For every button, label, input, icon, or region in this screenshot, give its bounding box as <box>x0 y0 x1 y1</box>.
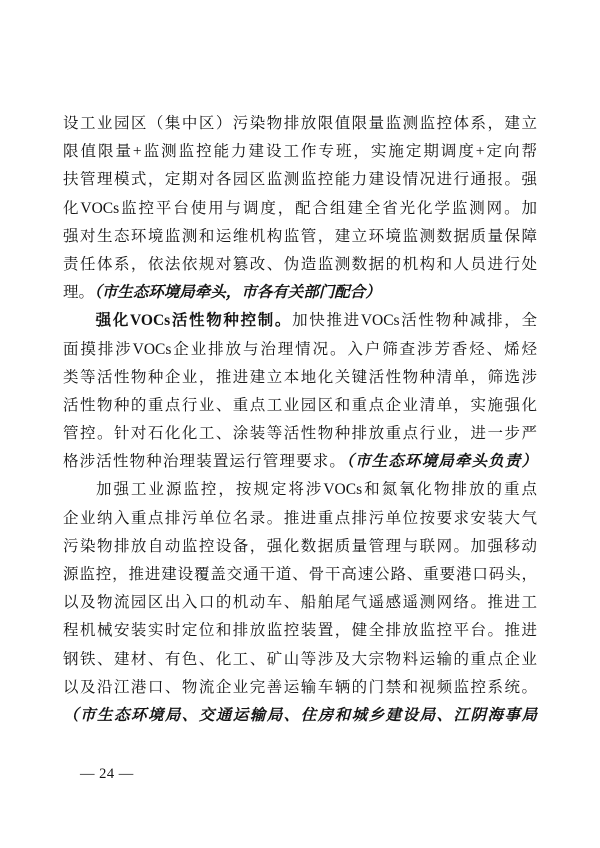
text-line-p1-l4 <box>63 195 537 223</box>
text-line-p3-l4 <box>63 561 537 589</box>
text-line-p2-l3 <box>63 364 537 392</box>
text-line-p3-l8 <box>63 674 537 702</box>
text-segment-regular: 以及物流园区出入口的机动车、船舶尾气遥感遥测网络。推进工 <box>63 594 537 612</box>
text-segment-kaiti: （市生态环境局、交通运输局、住房和城乡建设局、江阴海事局 <box>63 706 537 724</box>
text-block <box>63 110 537 730</box>
text-line-p2-l1 <box>63 307 537 335</box>
text-segment-regular: 理。 <box>63 284 95 302</box>
text-line-p3-l7 <box>63 646 537 674</box>
text-segment-kaiti: （市生态环境局牵头，市各有关部门配合） <box>94 284 381 302</box>
text-line-p3-l2 <box>63 505 537 533</box>
paragraph-indent <box>63 493 94 494</box>
text-segment-bold: 强化VOCs活性物种控制。 <box>94 312 293 330</box>
text-segment-regular: 格涉活性物种治理装置运行管理要求。 <box>63 453 347 471</box>
text-segment-regular: 加快推进VOCs活性物种减排，全 <box>292 312 537 330</box>
text-segment-regular: 企业纳入重点排污单位名录。推进重点排污单位按要求安装大气 <box>63 509 537 527</box>
text-line-p3-l3 <box>63 533 537 561</box>
text-line-p1-l3 <box>63 166 537 194</box>
text-segment-regular: 源监控，推进建设覆盖交通干道、骨干高速公路、重要港口码头， <box>63 566 537 583</box>
text-line-p2-l6 <box>63 448 537 476</box>
page-footer <box>80 764 134 784</box>
text-segment-regular: 污染物排放自动监控设备，强化数据质量管理与联网。加强移动 <box>63 537 537 555</box>
text-line-p1-l1 <box>63 110 537 138</box>
text-segment-regular: 管控。针对石化化工、涂装等活性物种排放重点行业，进一步严 <box>63 425 537 443</box>
text-line-p2-l2 <box>63 336 537 364</box>
text-line-p1-l6 <box>63 251 537 279</box>
text-line-p1-l2 <box>63 138 537 166</box>
text-segment-regular: 扶管理模式，定期对各园区监测监控能力建设情况进行通报。强 <box>63 171 537 189</box>
text-segment-regular: 加强工业源监控，按规定将涉VOCs和氮氧化物排放的重点 <box>94 481 537 499</box>
text-line-p3-l5 <box>63 589 537 617</box>
text-segment-regular: 强对生态环境监测和运维机构监管，建立环境监测数据质量保障 <box>63 227 537 245</box>
text-segment-regular: 程机械安装实时定位和排放监控装置，健全排放监控平台。推进 <box>63 622 537 640</box>
text-line-p3-l1 <box>63 476 537 504</box>
paragraph-indent <box>63 324 94 325</box>
text-segment-regular: 类等活性物种企业，推进建立本地化关键活性物种清单，筛选涉 <box>63 368 537 386</box>
text-line-p1-l7 <box>63 279 537 307</box>
text-segment-regular: 钢铁、建材、有色、化工、矿山等涉及大宗物料运输的重点企业 <box>63 650 537 668</box>
text-segment-regular: 化VOCs监控平台使用与调度，配合组建全省光化学监测网。加 <box>63 199 537 217</box>
text-line-p3-l6 <box>63 617 537 645</box>
text-segment-regular: 限值限量+监测监控能力建设工作专班，实施定期调度+定向帮 <box>63 143 537 161</box>
text-segment-regular: 活性物种的重点行业、重点工业园区和重点企业清单，实施强化 <box>63 396 537 414</box>
text-line-p2-l4 <box>63 392 537 420</box>
text-segment-regular: 面摸排涉VOCs企业排放与治理情况。入户筛查涉芳香烃、烯烃 <box>63 340 537 358</box>
text-segment-kaiti: （市生态环境局牵头负责） <box>346 453 537 471</box>
text-segment-regular: 以及沿江港口、物流企业完善运输车辆的门禁和视频监控系统。 <box>63 678 537 696</box>
text-line-p1-l5 <box>63 223 537 251</box>
page-number: — 24 — <box>80 766 134 782</box>
text-line-p3-l9 <box>63 702 537 730</box>
text-segment-regular: 责任体系，依法依规对篡改、伪造监测数据的机构和人员进行处 <box>63 255 537 273</box>
text-segment-regular: 设工业园区（集中区）污染物排放限值限量监测监控体系，建立 <box>63 115 537 132</box>
text-line-p2-l5 <box>63 420 537 448</box>
